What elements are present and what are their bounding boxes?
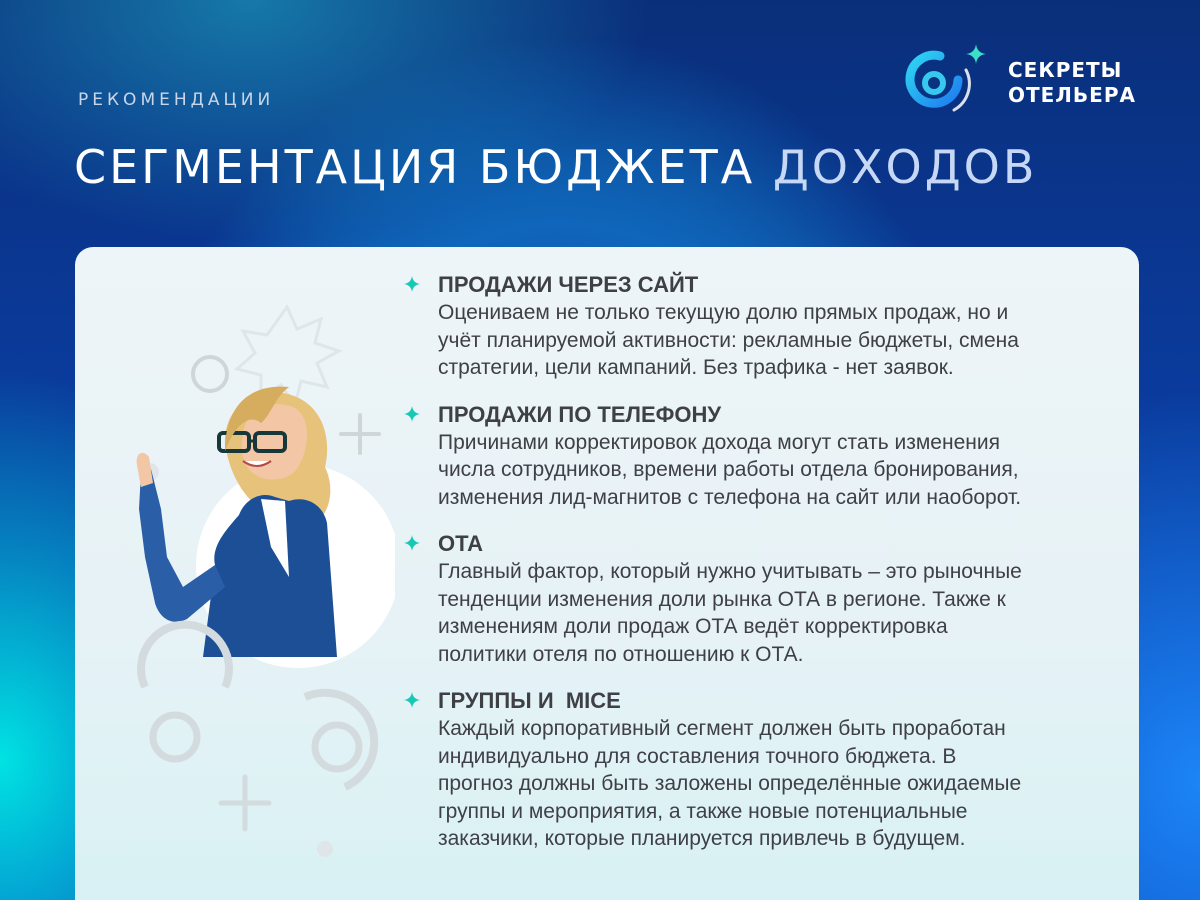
kicker-label: РЕКОМЕНДАЦИИ	[78, 90, 275, 110]
item-text-line: стратегии, цели кампаний. Без трафика - нет заявок.	[438, 356, 954, 379]
item-text-line: заказчики, которые планируется привлечь в будущем.	[438, 827, 966, 850]
list-item	[399, 687, 1099, 853]
item-text-line: Оцениваем не только текущую долю прямых продаж, но и	[438, 301, 1009, 324]
plus-decor-bottom	[221, 777, 269, 829]
item-title: ПРОДАЖИ ЧЕРЕЗ САЙТ	[438, 272, 699, 297]
logo-line-1: СЕКРЕТЫ	[1008, 58, 1123, 82]
dot-decor-bottom	[317, 841, 333, 857]
list-item	[399, 530, 1099, 668]
item-text-line: тенденции изменения доли рынка ОТА в регионе. Также к	[438, 587, 1006, 611]
logo-line-2: ОТЕЛЬЕРА	[1008, 83, 1136, 107]
item-text-line: индивидуально для составления точного бюджета. В	[438, 744, 957, 768]
list-item	[399, 401, 1099, 512]
brand-logo	[900, 40, 1150, 120]
list-item	[399, 271, 1099, 382]
page-title-main: СЕГМЕНТАЦИЯ БЮДЖЕТА	[74, 140, 756, 194]
item-title: ПРОДАЖИ ПО ТЕЛЕФОНУ	[438, 401, 722, 427]
item-text-line: изменениям доли продаж ОТА ведёт корректировка	[438, 615, 948, 638]
ring-decor-right-inner	[315, 725, 359, 769]
item-text-line: группы и мероприятия, а также новые потенциальные	[438, 799, 968, 823]
sparkle-icon	[404, 692, 420, 708]
sparkle-icon	[404, 406, 420, 422]
item-text-line: политики отеля по отношению к ОТА.	[438, 642, 804, 666]
illustration-area	[75, 247, 395, 900]
item-text-line: учёт планируемой активности: рекламные бюджеты, смена	[438, 328, 1019, 352]
burst-shape	[237, 307, 339, 405]
item-text-line: Причинами корректировок дохода могут стать изменения	[438, 430, 1000, 454]
sparkle-icon	[404, 276, 420, 292]
item-text-line: Каждый корпоративный сегмент должен быть проработан	[438, 717, 1006, 740]
item-text-line: числа сотрудников, времени работы отдела бронирования,	[438, 458, 1019, 481]
plus-decor	[341, 415, 379, 453]
ring-decor-inner	[153, 715, 197, 759]
ring-sparkle-logo-icon	[900, 40, 1000, 120]
person-illustration	[137, 387, 337, 657]
content-card	[75, 247, 1139, 900]
item-text-line: прогноз должны быть заложены определённые ожидаемые	[438, 772, 1022, 795]
item-title: ОТА	[438, 531, 484, 556]
page-title	[74, 140, 1037, 194]
ring-decor-small	[193, 357, 227, 391]
logo-text	[1008, 58, 1136, 108]
sparkle-icon	[404, 535, 420, 551]
recommendations-list	[399, 271, 1099, 872]
item-text-line: Главный фактор, который нужно учитывать – это рыночные	[438, 560, 1022, 583]
item-text-line: изменения лид-магнитов с телефона на сайт или наоборот.	[438, 485, 1022, 509]
item-title: ГРУППЫ И MICE	[438, 688, 621, 713]
page-title-accent: ДОХОДОВ	[772, 140, 1038, 194]
